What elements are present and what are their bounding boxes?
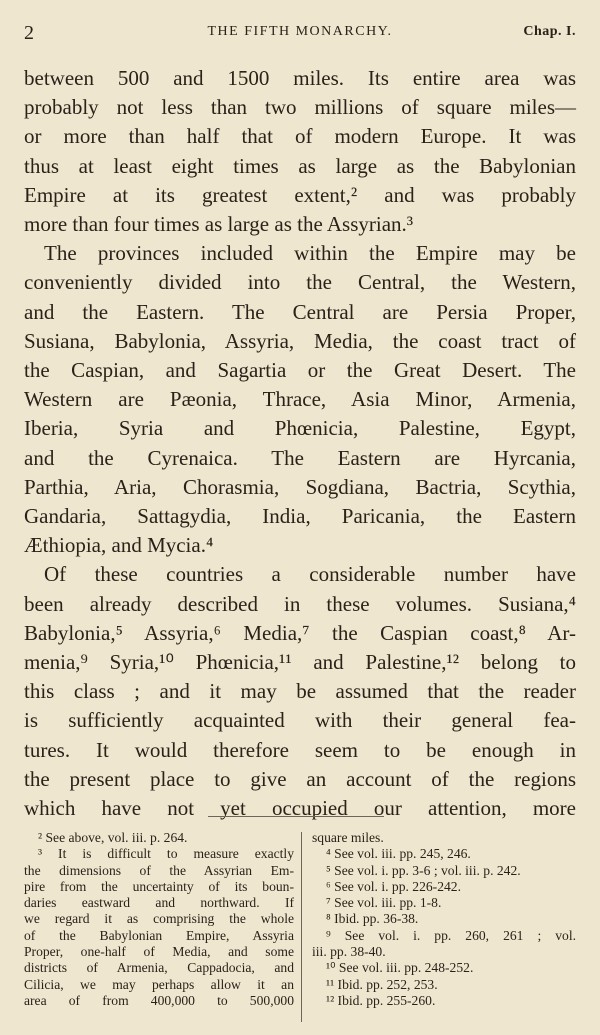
text-line: Empire at its greatest extent,² and was probably: [24, 182, 576, 207]
text-line: Susiana, Babylonia, Assyria, Media, the coast tract of: [24, 328, 576, 353]
text-line: Iberia, Syria and Phœnicia, Palestine, Egypt,: [24, 416, 576, 441]
footnote-line: ⁴ See vol. iii. pp. 245, 246.: [326, 846, 471, 862]
text-line: which have not yet occupied our attention, more: [24, 796, 576, 821]
text-line: and the Eastern. The Central are Persia Proper,: [24, 299, 576, 324]
text-line: the present place to give an account of the regions: [24, 766, 576, 791]
body-text: [24, 64, 576, 823]
text-line: The provinces included within the Empire may be: [44, 241, 576, 266]
footnote-line: ¹² Ibid. pp. 255-260.: [326, 992, 436, 1008]
text-line: more than four times as large as the Assyrian.³: [24, 212, 414, 237]
text-line: Parthia, Aria, Chorasmia, Sogdiana, Bactria, Scythia,: [24, 474, 576, 499]
text-line: and the Cyrenaica. The Eastern are Hyrcania,: [24, 445, 576, 470]
footnote-line: we regard it as comprising the whole: [24, 911, 294, 927]
footnote-separator: [208, 816, 384, 817]
text-line: between 500 and 1500 miles. Its entire area was: [24, 66, 576, 90]
footnote-line: daries eastward and northward. If: [24, 895, 294, 911]
text-line: conveniently divided into the Central, the Western,: [24, 270, 576, 295]
footnote-line: ⁵ See vol. i. pp. 3-6 ; vol. iii. p. 242.: [326, 862, 521, 878]
footnote-line: iii. pp. 38-40.: [312, 944, 386, 960]
chapter-label: Chap. I.: [523, 24, 576, 39]
footnotes-left-column: [24, 830, 294, 1009]
footnote-line: the dimensions of the Assyrian Em-: [24, 862, 294, 878]
text-line: is sufficiently acquainted with their general fea-: [24, 708, 576, 733]
text-line: tures. It would therefore seem to be enough in: [24, 737, 576, 762]
text-line: Gandaria, Sattagydia, India, Paricania, the Eastern: [24, 504, 576, 529]
running-header: [24, 22, 576, 46]
text-line: probably not less than two millions of square miles—: [24, 95, 576, 120]
footnote-line: Cilicia, we may perhaps allow it an: [24, 976, 294, 992]
footnotes-right-column: [312, 830, 576, 1009]
footnote-line: square miles.: [312, 830, 384, 845]
page-number: 2: [24, 22, 35, 44]
footnote-line: area of from 400,000 to 500,000: [24, 992, 294, 1008]
text-line: Of these countries a considerable number have: [44, 562, 576, 587]
running-title: THE FIFTH MONARCHY.: [207, 24, 393, 39]
text-line: or more than half that of modern Europe. It was: [24, 124, 576, 149]
footnote-line: ¹⁰ See vol. iii. pp. 248-252.: [326, 960, 474, 976]
footnote-line: ³ It is difficult to measure exactly: [38, 846, 294, 862]
footnote-line: ⁸ Ibid. pp. 36-38.: [326, 911, 419, 927]
text-line: Æthiopia, and Mycia.⁴: [24, 533, 214, 558]
text-line: thus at least eight times as large as the Babylonian: [24, 153, 576, 178]
text-line: Babylonia,⁵ Assyria,⁶ Media,⁷ the Caspian coast,⁸ Ar-: [24, 620, 576, 645]
text-line: Western are Pæonia, Thrace, Asia Minor, Armenia,: [24, 387, 576, 412]
footnote-line: ⁹ See vol. i. pp. 260, 261 ; vol.: [326, 927, 576, 943]
footnote-line: of the Babylonian Empire, Assyria: [24, 927, 294, 943]
text-line: menia,⁹ Syria,¹⁰ Phœnicia,¹¹ and Palestine,¹² belong to: [24, 650, 576, 675]
column-divider: [301, 832, 302, 1022]
footnote-line: ⁶ See vol. i. pp. 226-242.: [326, 878, 462, 894]
footnote-line: ¹¹ Ibid. pp. 252, 253.: [326, 976, 438, 992]
footnote-line: pire from the uncertainty of its boun-: [24, 878, 294, 894]
footnote-line: Proper, one-half of Media, and some: [24, 944, 294, 960]
text-line: the Caspian, and Sagartia or the Great Desert. The: [24, 358, 576, 383]
footnote-line: ⁷ See vol. iii. pp. 1-8.: [326, 895, 442, 911]
text-line: this class ; and it may be assumed that the reader: [24, 679, 576, 704]
text-line: been already described in these volumes. Susiana,⁴: [24, 591, 576, 616]
footnote-line: ² See above, vol. iii. p. 264.: [38, 830, 188, 845]
footnote-line: districts of Armenia, Cappadocia, and: [24, 960, 294, 976]
